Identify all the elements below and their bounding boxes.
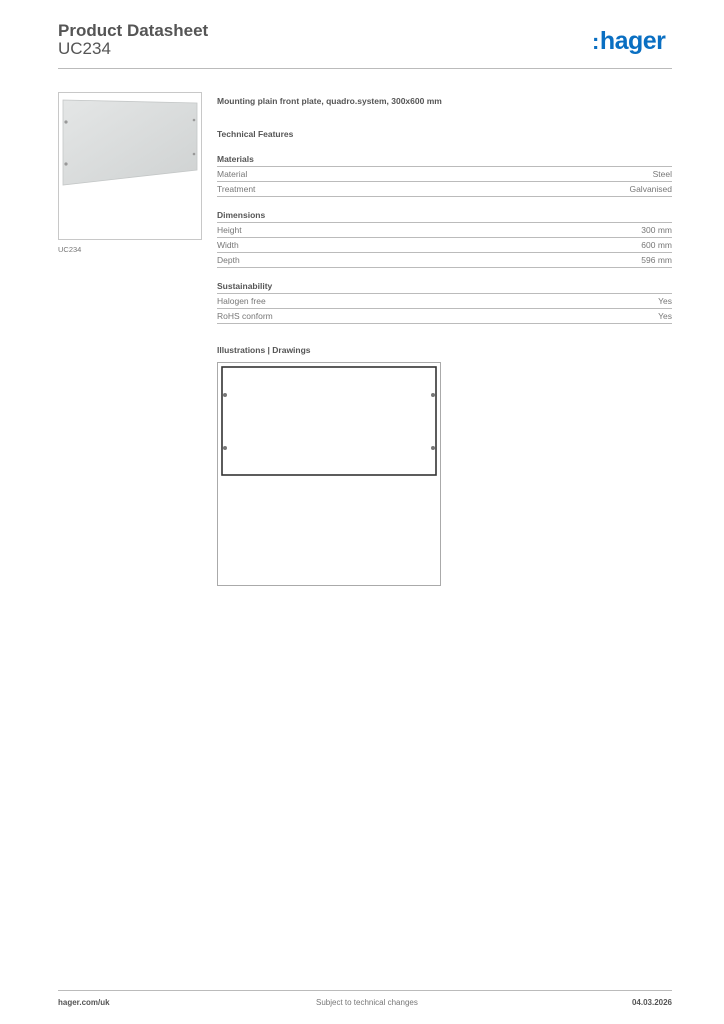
section-title: Dimensions: [217, 210, 672, 223]
spec-value: Yes: [658, 296, 672, 306]
spec-value: Yes: [658, 311, 672, 321]
section-title: Materials: [217, 154, 672, 167]
spec-value: 300 mm: [641, 225, 672, 235]
spec-row: [217, 253, 672, 268]
spec-row: [217, 182, 672, 197]
product-image: [58, 92, 202, 240]
page-title: Product Datasheet: [58, 21, 209, 40]
spec-value: Steel: [652, 169, 672, 179]
product-code: UC234: [58, 39, 111, 58]
footer-divider: [58, 990, 672, 991]
product-name: Mounting plain front plate, quadro.system, 300x600 mm: [217, 96, 442, 106]
section-title: Sustainability: [217, 281, 672, 294]
spec-row: [217, 294, 672, 309]
spec-row: [217, 238, 672, 253]
spec-row: [217, 223, 672, 238]
technical-drawing: [217, 362, 441, 586]
footer-notice: Subject to technical changes: [316, 998, 418, 1007]
spec-row: [217, 309, 672, 324]
spec-value: 596 mm: [641, 255, 672, 265]
spec-value: Galvanised: [629, 184, 672, 194]
spec-row: [217, 167, 672, 182]
dimensions-section: [217, 210, 672, 268]
spec-label: Depth: [217, 255, 240, 265]
product-details: [217, 96, 672, 355]
materials-section: [217, 154, 672, 197]
spec-label: Height: [217, 225, 242, 235]
header-divider: [58, 68, 672, 69]
sustainability-section: [217, 281, 672, 324]
product-image-caption: UC234: [58, 245, 82, 254]
spec-label: Width: [217, 240, 239, 250]
technical-features-heading: Technical Features: [217, 129, 294, 139]
spec-label: RoHS conform: [217, 311, 273, 321]
spec-label: Halogen free: [217, 296, 266, 306]
spec-label: Material: [217, 169, 248, 179]
hager-logo: :hager: [592, 27, 666, 55]
spec-label: Treatment: [217, 184, 256, 194]
illustrations-heading: Illustrations | Drawings: [217, 345, 311, 355]
footer-date: 04.03.2026: [631, 998, 672, 1007]
footer-website: hager.com/uk: [58, 998, 110, 1007]
spec-value: 600 mm: [641, 240, 672, 250]
